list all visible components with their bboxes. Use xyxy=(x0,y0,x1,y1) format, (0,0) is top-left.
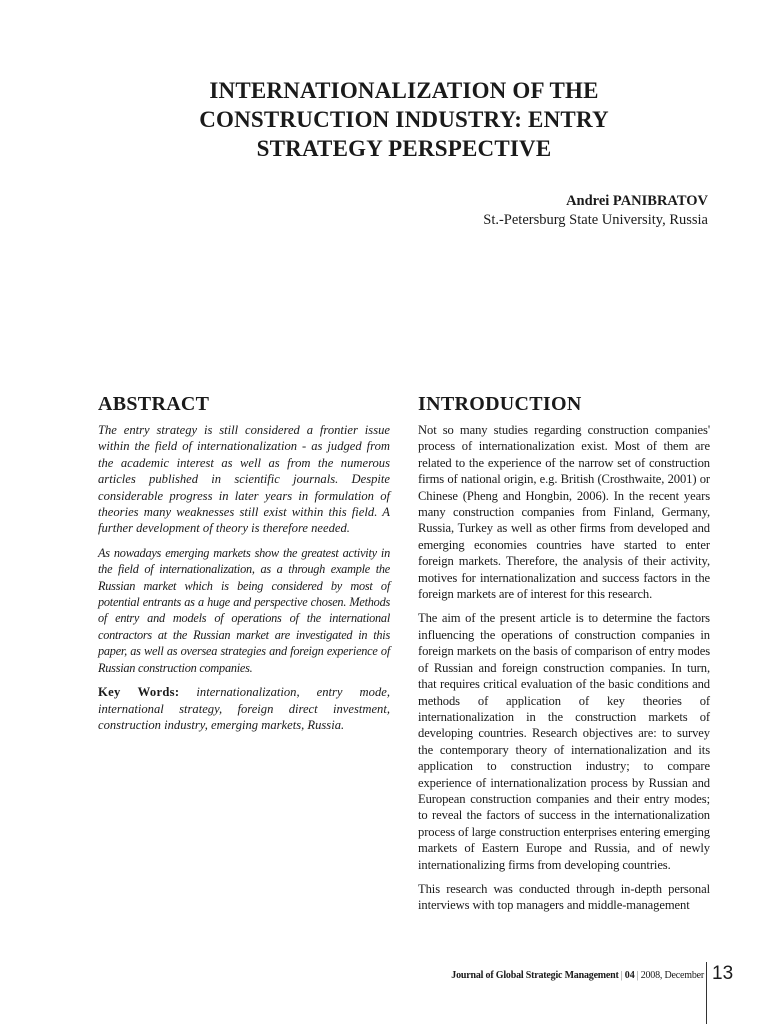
introduction-paragraph-3: This research was conducted through in-depth personal interviews with top managers and middle-management xyxy=(418,881,710,913)
title-line-2: CONSTRUCTION INDUSTRY: ENTRY xyxy=(199,107,609,132)
journal-name: Journal of Global Strategic Management xyxy=(451,969,619,981)
title-line-3: STRATEGY PERSPECTIVE xyxy=(256,136,552,161)
introduction-column xyxy=(418,392,710,922)
introduction-paragraph-2: The aim of the present article is to determine the factors influencing the operations of construction companies in foreign markets on the basis of comparison of entry modes of Russian and foreign construction companies. In turn, that requires critical evaluation of the basic conditions and methods of application of key theories of internationalization in the construction markets of developing countries. Research objectives are: to survey the contemporary theory of internationalization and its application to construction industry; to compare experience of internationalization process by Russian and European construction companies and their entry modes; to reveal the factors of success in the internationalization process of large construction enterprises entering emerging markets of Eastern Europe and Russia, and of newly internationalizing firms from developing countries. xyxy=(418,611,710,872)
footer-separator: | xyxy=(636,969,639,981)
page-footer xyxy=(451,964,704,986)
abstract-heading: ABSTRACT xyxy=(98,393,210,415)
keywords xyxy=(98,684,390,733)
page-number: 13 xyxy=(712,963,734,984)
introduction-heading: INTRODUCTION xyxy=(418,393,582,415)
abstract-column xyxy=(98,392,390,741)
footer-divider xyxy=(706,962,707,1024)
author-block xyxy=(483,192,708,230)
paper-title xyxy=(100,76,708,163)
footer-separator: | xyxy=(620,969,623,981)
author-name: Andrei PANIBRATOV xyxy=(566,193,708,209)
issue-number: 04 xyxy=(624,969,635,981)
keywords-list: internationalization, entry mode, international strategy, foreign direct investment, construction industry, emerging markets, Russia. xyxy=(98,685,390,732)
abstract-paragraph-2: As nowadays emerging markets show the greatest activity in the field of internationalization, as a through example the Russian market which is being considered by most of potential entrants as a huge and perspective chosen. Methods of entry and models of operations of the international contractors at the Russian market are investigated in this paper, as well as oversea strategies and foreign experience of Russian construction companies. xyxy=(98,545,390,675)
author-affiliation: St.-Petersburg State University, Russia xyxy=(483,212,708,228)
abstract-paragraph-1: The entry strategy is still considered a frontier issue within the field of internationalization - as judged from the academic interest as well as from the numerous articles published in scientific journals. Despite considerable progress in later years in formulation of theories many weaknesses still exist within this field. A further development of theory is therefore needed. xyxy=(98,423,390,536)
title-line-1: INTERNATIONALIZATION OF THE xyxy=(209,78,599,103)
keywords-label: Key Words: xyxy=(98,685,180,700)
issue-date: 2008, December xyxy=(640,969,704,981)
introduction-paragraph-1: Not so many studies regarding construction companies' process of internationalization exist. Most of them are related to the experience of the narrow set of construction firms of national origin, e.g. British (Crosthwaite, 2001) or Chinese (Pheng and Hongbin, 2006). In the recent years many construction companies from Finland, Germany, Russia, Turkey as well as other firms from developed and emerging economies countries have started to enter foreign markets. Therefore, the analysis of their activity, motives for internationalization and success factors in the foreign markets are of interest for this research. xyxy=(418,423,710,602)
